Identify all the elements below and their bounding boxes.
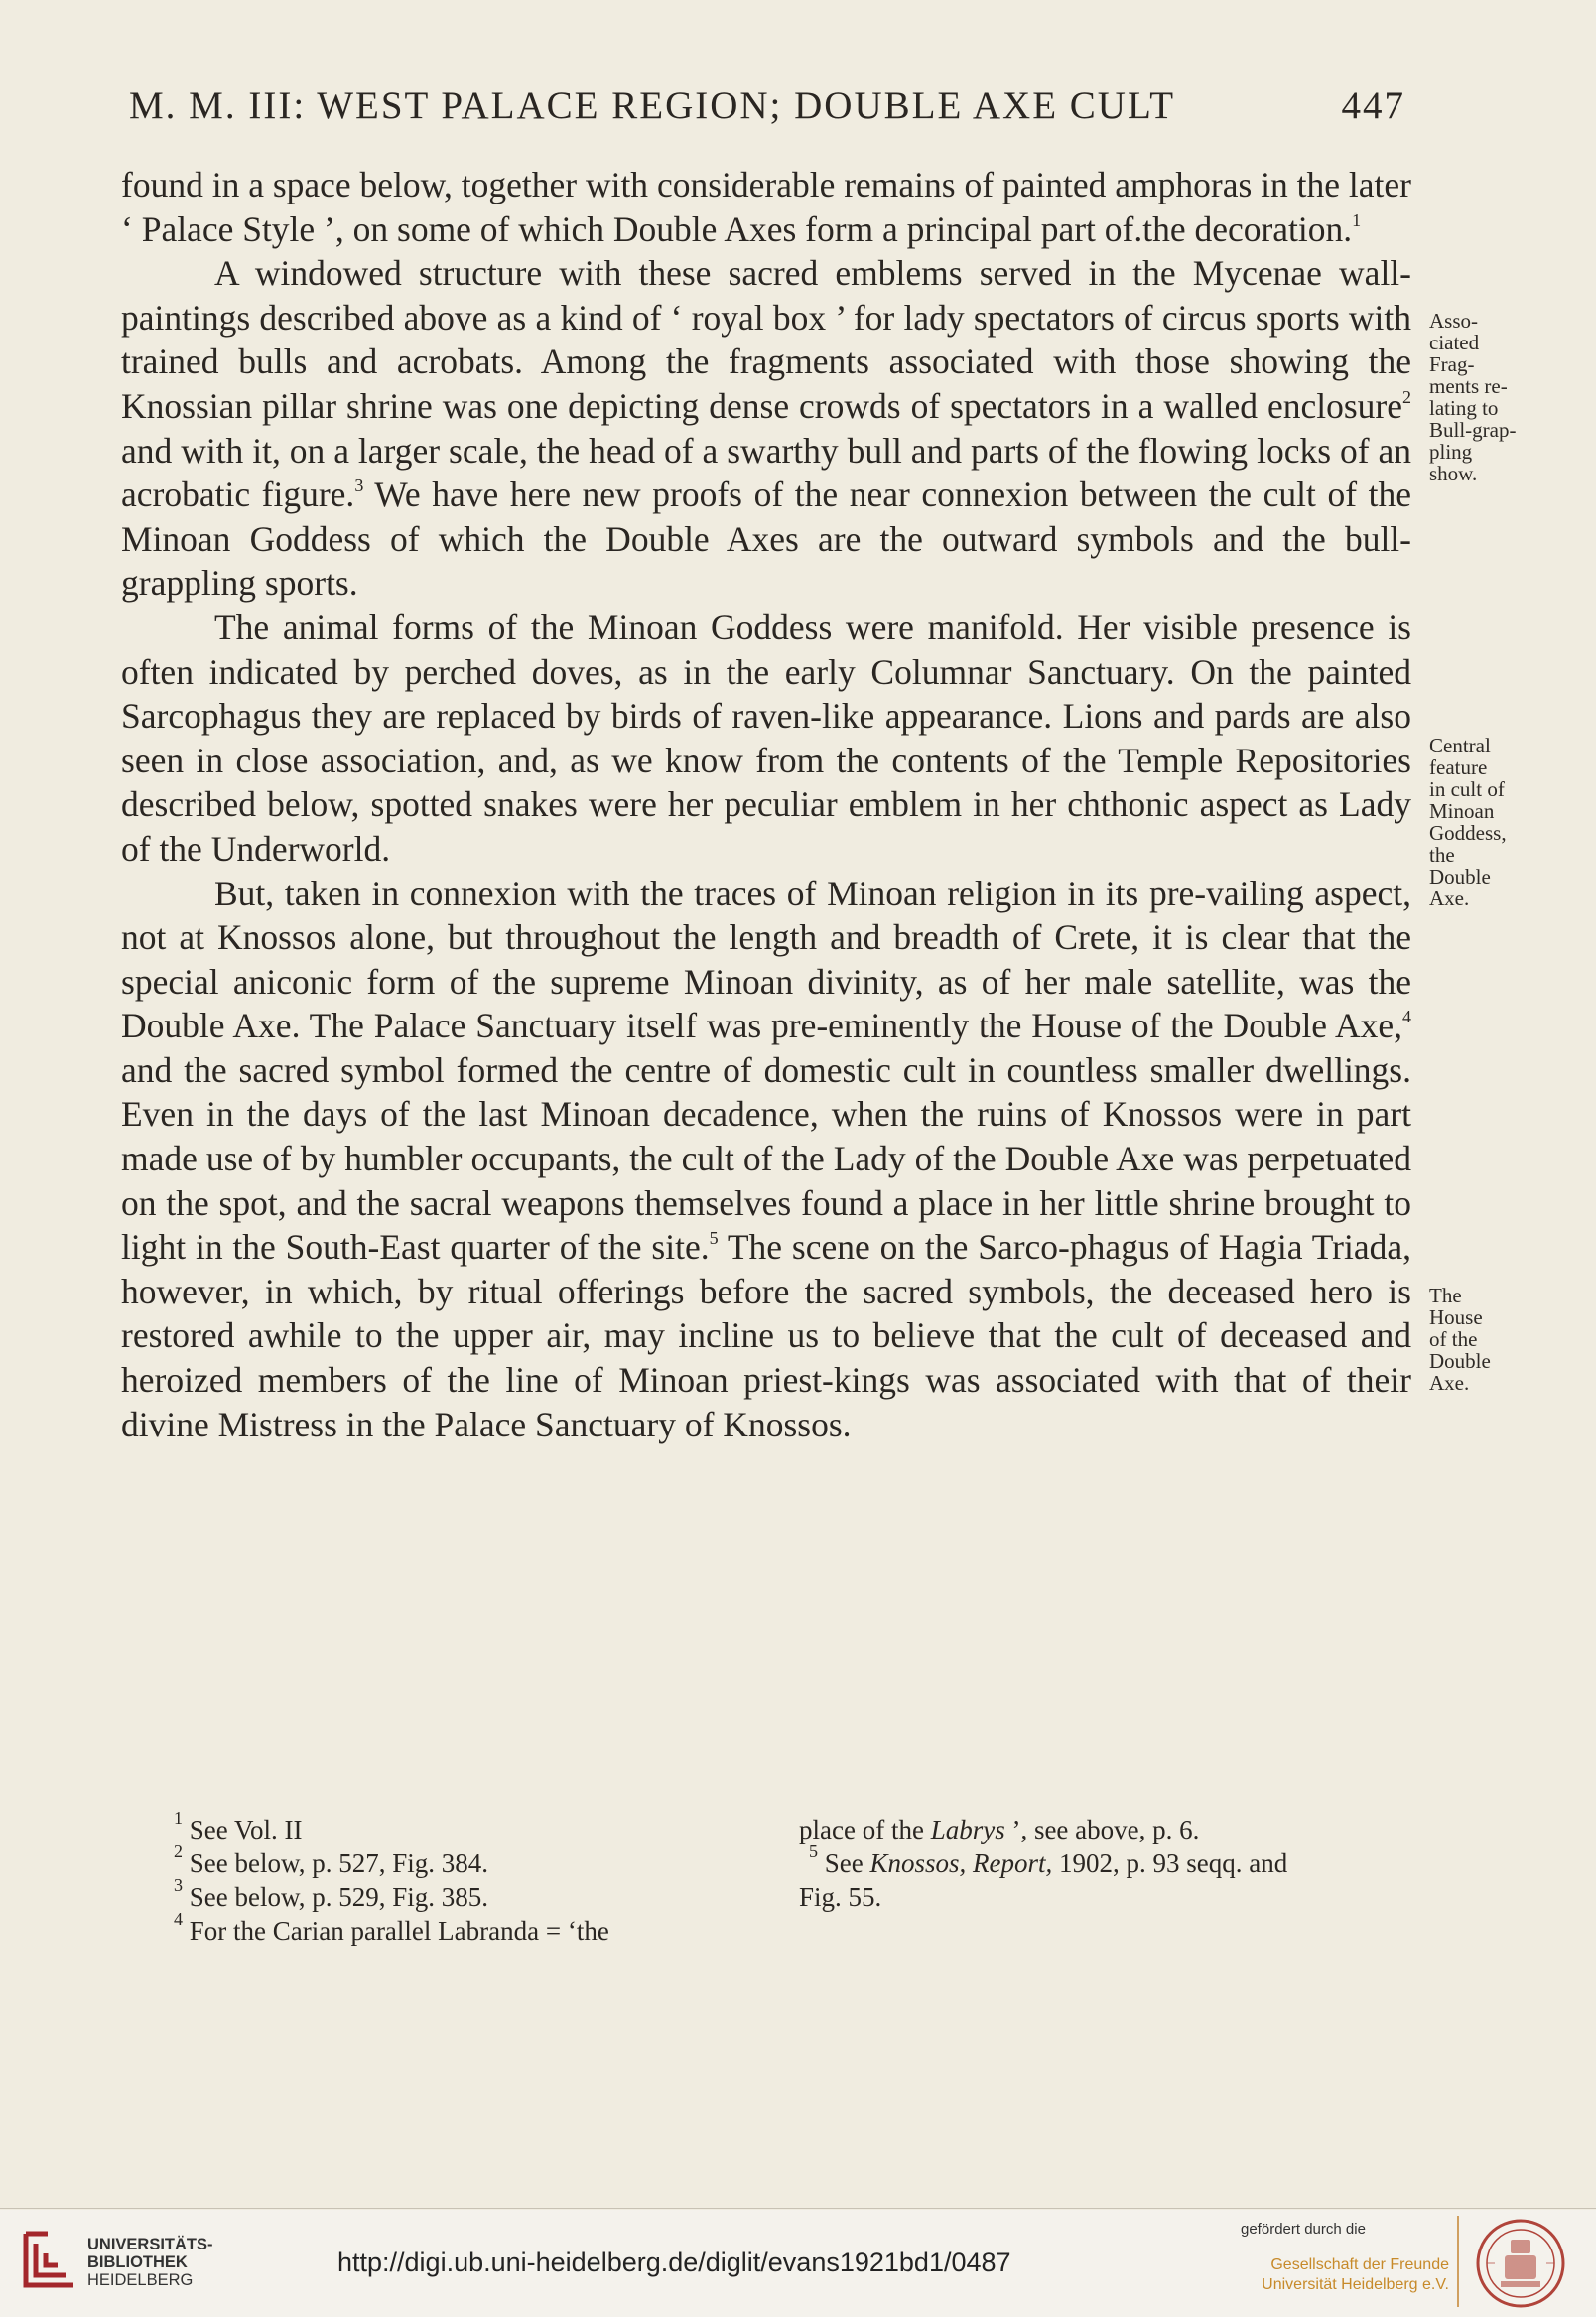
paragraph-4-text-c: The scene on the Sarco-phagus of Hagia Triada, however, in which, by ritual offerings before the sacred symbols, the deceased hero is restored awhile to the upper air, may incline us to believe that the cult of deceased and heroized members of the line of Minoan priest-kings was associated with that of their divine Mistress in the Palace Sanctuary of Knossos.: [121, 1227, 1411, 1444]
footnote-number: 1: [174, 1808, 183, 1828]
sidenote-line: House: [1429, 1305, 1483, 1329]
footnote-4: [174, 1909, 769, 1948]
sidenote-line: Bull-grap-: [1429, 418, 1517, 442]
sidenote-line: feature: [1429, 755, 1488, 779]
sidenote-line: Double: [1429, 1349, 1491, 1373]
sidenote-line: Axe.: [1429, 1371, 1470, 1395]
footnote-text: place of the: [799, 1815, 931, 1844]
footnote-italic: Knossos, Report,: [869, 1848, 1053, 1878]
funded-by-label: gefördert durch die: [1241, 2221, 1366, 2238]
footnote-ref-5: 5: [709, 1228, 719, 1249]
paragraph-1: [121, 163, 1411, 251]
footnotes-left-column: [174, 1808, 769, 1948]
paragraph-3-text: The animal forms of the Minoan Goddess were manifold. Her visible presence is often indicated by perched doves, as in the early Columnar Sanctuary. On the painted Sarcophagus they are replaced by birds of raven-like appearance. Lions and pards are also seen in close association, and, as we know from the contents of the Temple Repositories described below, spotted snakes were her peculiar emblem in her chthonic aspect as Lady of the Underworld.: [121, 607, 1411, 869]
sponsor-divider: [1457, 2216, 1459, 2307]
sidenote-line: the: [1429, 843, 1455, 867]
sidenote-line: ciated: [1429, 331, 1480, 354]
footnotes-right-column: [799, 1813, 1424, 1914]
footnote-text: See Vol. II: [189, 1815, 303, 1844]
footnote-ref-3: 3: [354, 476, 364, 496]
paragraph-2: [121, 251, 1411, 606]
university-seal-icon: [1475, 2218, 1566, 2309]
footnote-number: 4: [174, 1909, 183, 1929]
sidenote-house-of-double-axe: [1429, 1285, 1588, 1394]
running-head-title: M. M. III: WEST PALACE REGION; DOUBLE AXE CULT: [129, 84, 1176, 127]
footnote-text: For the Carian parallel Labranda = ‘the: [189, 1916, 609, 1946]
footnote-text: Fig. 55.: [799, 1882, 882, 1912]
footnote-5: [799, 1841, 1424, 1880]
body-text: [121, 163, 1411, 1446]
footnote-5-continued: [799, 1880, 1424, 1914]
university-library-logo-icon: [18, 2224, 79, 2293]
sidenote-line: lating to: [1429, 396, 1499, 420]
sidenote-line: show.: [1429, 462, 1478, 485]
sidenote-line: The: [1429, 1284, 1462, 1307]
footnote-number: 5: [809, 1841, 818, 1861]
sidenote-line: pling: [1429, 440, 1473, 464]
library-name-line: HEIDELBERG: [87, 2271, 194, 2289]
footer-divider: [0, 2208, 1596, 2209]
footnote-text: See below, p. 527, Fig. 384.: [189, 1848, 488, 1878]
footnote-number: 3: [174, 1875, 183, 1895]
sidenote-line: ments re-: [1429, 374, 1508, 398]
sponsor-name-line: Universität Heidelberg e.V.: [1262, 2276, 1449, 2293]
footnote-3: [174, 1875, 769, 1914]
sidenote-line: of the: [1429, 1327, 1478, 1351]
sidenote-line: Minoan: [1429, 799, 1495, 823]
library-name: [87, 2236, 213, 2289]
sidenote-line: Axe.: [1429, 886, 1470, 910]
footnote-1: [174, 1808, 769, 1846]
footnote-2: [174, 1841, 769, 1880]
sidenote-line: Frag-: [1429, 352, 1475, 376]
sidenote-line: in cult of: [1429, 777, 1505, 801]
footnote-ref-4: 4: [1402, 1007, 1411, 1027]
sidenote-line: Asso-: [1429, 309, 1479, 333]
sidenote-associated-fragments: [1429, 310, 1588, 484]
paragraph-3: [121, 606, 1411, 872]
paragraph-4-text-a: But, taken in connexion with the traces of Minoan religion in its pre-vailing aspect, not at Knossos alone, but throughout the length and breadth of Crete, it is clear that the special aniconic form of the supreme Minoan divinity, as of her male satellite, was the Double Axe. The Palace Sanctuary itself was pre-eminently the House of the Double Axe,: [121, 873, 1411, 1046]
sponsor-name: [1211, 2255, 1449, 2295]
paragraph-2-text-a: A windowed structure with these sacred emblems served in the Mycenae wall-paintings described above as a kind of ‘ royal box ’ for lady spectators of circus sports with trained bulls and acrobats. Among the fragments associated with those showing the Knossian pillar shrine was one depicting dense crowds of spectators in a walled enclosure: [121, 253, 1411, 426]
sidenote-line: Central: [1429, 734, 1491, 757]
permalink[interactable]: http://digi.ub.uni-heidelberg.de/diglit/evans1921bd1/0487: [337, 2248, 1011, 2277]
footnote-ref-1: 1: [1352, 209, 1362, 230]
footnote-text: 1902, p. 93 seqq. and: [1052, 1848, 1288, 1878]
running-head: [129, 83, 1405, 128]
library-name-line: UNIVERSITÄTS-: [87, 2236, 213, 2253]
footnote-text: See below, p. 529, Fig. 385.: [189, 1882, 488, 1912]
paragraph-2-text-b: and with it, on a larger scale, the head of a swarthy bull and parts of the flowing locks of an acrobatic figure.: [121, 430, 1411, 515]
footnote-text: ’, see above, p. 6.: [1004, 1815, 1200, 1844]
sidenote-line: Double: [1429, 865, 1491, 888]
page-number: 447: [1341, 84, 1405, 127]
sidenote-line: Goddess,: [1429, 821, 1507, 845]
sidenote-central-feature: [1429, 735, 1588, 909]
sponsor-name-line: Gesellschaft der Freunde: [1270, 2256, 1449, 2273]
footnote-4-continued: [799, 1813, 1424, 1846]
paragraph-4-text-b: and the sacred symbol formed the centre of domestic cult in countless smaller dwellings. Even in the days of the last Minoan decadence, when the ruins of Knossos were in part made use of by humbler occupants, the cult of the Lady of the Double Axe was perpetuated on the spot, and the sacral weapons themselves found a place in her little shrine brought to light in the South-East quarter of the site.: [121, 1049, 1411, 1268]
paragraph-2-text-c: We have here new proofs of the near connexion between the cult of the Minoan Goddess of which the Double Axes are the outward symbols and the bull-grappling sports.: [121, 475, 1411, 604]
paragraph-4: [121, 872, 1411, 1447]
library-name-line: BIBLIOTHEK: [87, 2253, 188, 2271]
footnote-italic: Labrys: [930, 1815, 1005, 1844]
paragraph-1-text: found in a space below, together with considerable remains of painted amphoras in the later ‘ Palace Style ’, on some of which Double Axes form a principal part of.the decoration.: [121, 165, 1411, 249]
footnote-text: See: [824, 1848, 870, 1878]
footnote-number: 2: [174, 1841, 183, 1861]
footnote-ref-2: 2: [1402, 386, 1411, 407]
